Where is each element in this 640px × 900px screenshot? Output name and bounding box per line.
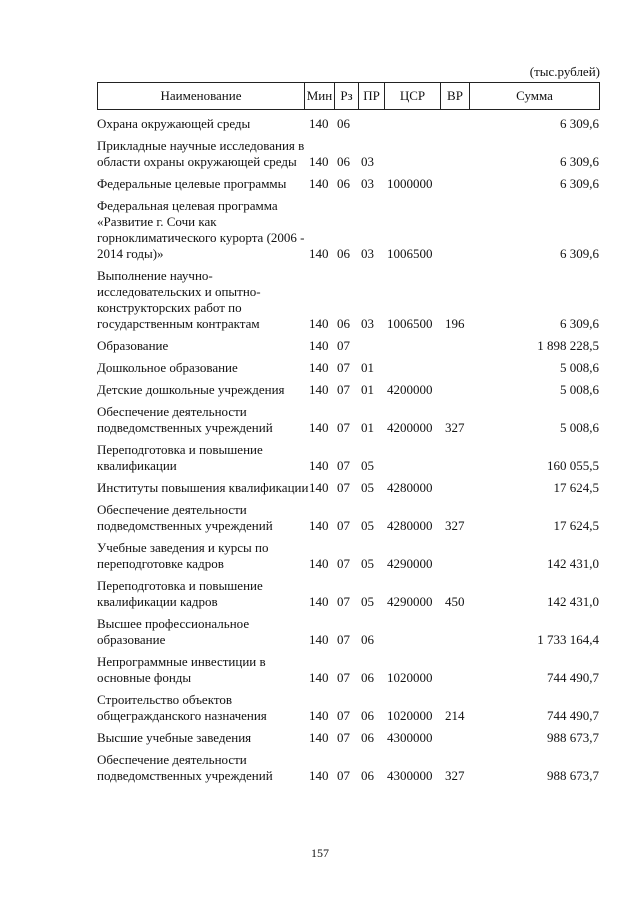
header-row <box>98 83 600 110</box>
row-min: 140 <box>309 708 329 723</box>
row-sum: 6 309,6 <box>560 154 599 169</box>
table-row <box>97 196 599 266</box>
row-pr: 06 <box>361 670 374 685</box>
row-csr <box>387 114 445 136</box>
row-vr <box>445 114 475 136</box>
row-name: Строительство объектов общегражданского назначения <box>97 692 267 723</box>
row-sum: 6 309,6 <box>560 176 599 191</box>
table-row <box>97 358 599 380</box>
row-pr: 01 <box>361 382 374 397</box>
row-name: Учебные заведения и курсы по переподготовке кадров <box>97 540 269 571</box>
row-min: 140 <box>309 176 329 191</box>
row-name: Федеральные целевые программы <box>97 176 287 191</box>
row-pr <box>361 114 387 136</box>
row-min: 140 <box>309 458 329 473</box>
row-pr <box>361 336 387 358</box>
row-min: 140 <box>309 116 329 131</box>
row-name: Институты повышения квалификации <box>97 480 309 495</box>
row-vr <box>445 440 475 478</box>
row-sum: 6 309,6 <box>560 316 599 331</box>
row-min: 140 <box>309 594 329 609</box>
header-name: Наименование <box>98 83 305 110</box>
table-row <box>97 652 599 690</box>
row-min: 140 <box>309 360 329 375</box>
row-vr <box>445 196 475 266</box>
row-vr: 196 <box>445 316 465 331</box>
row-rz: 07 <box>337 420 350 435</box>
row-min: 140 <box>309 246 329 261</box>
table-row <box>97 114 599 136</box>
row-csr: 4200000 <box>387 420 433 435</box>
row-sum: 744 490,7 <box>547 708 599 723</box>
row-csr: 1020000 <box>387 708 433 723</box>
row-min: 140 <box>309 382 329 397</box>
row-pr: 03 <box>361 316 374 331</box>
table-row <box>97 174 599 196</box>
units-label: (тыс.рублей) <box>529 64 600 79</box>
row-min: 140 <box>309 316 329 331</box>
table-row <box>97 380 599 402</box>
table-row <box>97 728 599 750</box>
row-pr: 03 <box>361 154 374 169</box>
row-pr: 05 <box>361 458 374 473</box>
row-rz: 07 <box>337 670 350 685</box>
table-row <box>97 690 599 728</box>
row-sum: 6 309,6 <box>560 116 599 131</box>
row-csr <box>387 336 445 358</box>
row-pr: 05 <box>361 556 374 571</box>
row-pr: 06 <box>361 768 374 783</box>
row-csr <box>387 614 445 652</box>
table-row <box>97 440 599 478</box>
row-sum: 988 673,7 <box>547 768 599 783</box>
table-row <box>97 614 599 652</box>
table-row <box>97 402 599 440</box>
row-sum: 1 898 228,5 <box>537 338 599 353</box>
table-row <box>97 478 599 500</box>
row-rz: 07 <box>337 360 350 375</box>
row-sum: 744 490,7 <box>547 670 599 685</box>
row-csr: 4200000 <box>387 382 433 397</box>
row-name: Переподготовка и повышение квалификации кадров <box>97 578 263 609</box>
row-rz: 06 <box>337 246 350 261</box>
row-csr: 1006500 <box>387 246 433 261</box>
row-vr <box>445 614 475 652</box>
row-min: 140 <box>309 338 329 353</box>
row-name: Федеральная целевая программа «Развитие г. Сочи как горноклиматического курорта (2006 - 2014 годы)» <box>97 198 305 261</box>
row-name: Прикладные научные исследования в области охраны окружающей среды <box>97 138 305 169</box>
row-vr <box>445 652 475 690</box>
row-vr <box>445 336 475 358</box>
row-min: 140 <box>309 480 329 495</box>
row-min: 140 <box>309 518 329 533</box>
row-csr: 4300000 <box>387 768 433 783</box>
row-pr: 03 <box>361 246 374 261</box>
row-name: Выполнение научно-исследовательских и опытно-конструкторских работ по государственным контрактам <box>97 268 261 331</box>
row-csr: 4290000 <box>387 556 433 571</box>
row-rz: 07 <box>337 708 350 723</box>
row-csr: 1000000 <box>387 176 433 191</box>
row-min: 140 <box>309 670 329 685</box>
row-vr <box>445 174 475 196</box>
row-rz: 07 <box>337 632 350 647</box>
row-rz: 07 <box>337 518 350 533</box>
row-pr: 06 <box>361 730 374 745</box>
row-name: Непрограммные инвестиции в основные фонды <box>97 654 266 685</box>
table-row <box>97 500 599 538</box>
row-vr: 327 <box>445 420 465 435</box>
row-sum: 142 431,0 <box>547 594 599 609</box>
table-header <box>97 82 600 110</box>
page-number: 157 <box>311 846 329 860</box>
table-row <box>97 336 599 358</box>
budget-table <box>97 114 599 788</box>
table-row <box>97 266 599 336</box>
row-csr <box>387 358 445 380</box>
row-sum: 5 008,6 <box>560 360 599 375</box>
row-sum: 1 733 164,4 <box>537 632 599 647</box>
row-name: Дошкольное образование <box>97 360 238 375</box>
header-min: Мин <box>305 83 335 110</box>
row-vr <box>445 478 475 500</box>
row-vr <box>445 136 475 174</box>
row-rz: 07 <box>337 480 350 495</box>
table-row <box>97 538 599 576</box>
header-sum: Сумма <box>470 83 600 110</box>
header-pr: ПР <box>359 83 385 110</box>
row-rz: 07 <box>337 768 350 783</box>
table-row <box>97 136 599 174</box>
row-rz: 07 <box>337 382 350 397</box>
row-csr: 1006500 <box>387 316 433 331</box>
row-vr: 450 <box>445 594 465 609</box>
row-name: Обеспечение деятельности подведомственных учреждений <box>97 502 273 533</box>
row-min: 140 <box>309 154 329 169</box>
header-csr: ЦСР <box>385 83 441 110</box>
row-sum: 17 624,5 <box>553 518 599 533</box>
row-pr: 05 <box>361 518 374 533</box>
row-rz: 07 <box>337 338 350 353</box>
table-row <box>97 576 599 614</box>
table-row <box>97 750 599 788</box>
row-rz: 07 <box>337 458 350 473</box>
row-pr: 06 <box>361 632 374 647</box>
row-rz: 06 <box>337 316 350 331</box>
row-name: Высшие учебные заведения <box>97 730 252 745</box>
row-name: Обеспечение деятельности подведомственных учреждений <box>97 404 273 435</box>
row-csr <box>387 136 445 174</box>
row-sum: 17 624,5 <box>553 480 599 495</box>
row-sum: 6 309,6 <box>560 246 599 261</box>
row-pr: 03 <box>361 176 374 191</box>
row-vr <box>445 380 475 402</box>
row-csr: 1020000 <box>387 670 433 685</box>
row-vr: 327 <box>445 518 465 533</box>
header-vr: ВР <box>441 83 470 110</box>
row-name: Образование <box>97 338 169 353</box>
row-sum: 5 008,6 <box>560 382 599 397</box>
row-vr: 214 <box>445 708 465 723</box>
row-csr <box>387 440 445 478</box>
row-min: 140 <box>309 632 329 647</box>
row-name: Высшее профессиональное образование <box>97 616 250 647</box>
row-pr: 05 <box>361 480 374 495</box>
row-rz: 06 <box>337 176 350 191</box>
row-rz: 07 <box>337 556 350 571</box>
row-min: 140 <box>309 730 329 745</box>
row-min: 140 <box>309 420 329 435</box>
row-sum: 988 673,7 <box>547 730 599 745</box>
row-name: Обеспечение деятельности подведомственных учреждений <box>97 752 273 783</box>
row-min: 140 <box>309 556 329 571</box>
row-vr <box>445 538 475 576</box>
row-vr <box>445 358 475 380</box>
row-rz: 07 <box>337 594 350 609</box>
row-rz: 06 <box>337 116 350 131</box>
row-rz: 07 <box>337 730 350 745</box>
row-csr: 4300000 <box>387 730 433 745</box>
row-csr: 4280000 <box>387 480 433 495</box>
row-name: Переподготовка и повышение квалификации <box>97 442 263 473</box>
row-sum: 142 431,0 <box>547 556 599 571</box>
row-rz: 06 <box>337 154 350 169</box>
row-pr: 05 <box>361 594 374 609</box>
row-min: 140 <box>309 768 329 783</box>
row-pr: 01 <box>361 420 374 435</box>
row-name: Детские дошкольные учреждения <box>97 382 285 397</box>
header-rz: Рз <box>335 83 359 110</box>
row-sum: 160 055,5 <box>547 458 599 473</box>
row-pr: 01 <box>361 360 374 375</box>
row-vr <box>445 728 475 750</box>
row-pr: 06 <box>361 708 374 723</box>
row-vr: 327 <box>445 768 465 783</box>
row-sum: 5 008,6 <box>560 420 599 435</box>
row-csr: 4280000 <box>387 518 433 533</box>
row-csr: 4290000 <box>387 594 433 609</box>
row-name: Охрана окружающей среды <box>97 116 251 131</box>
